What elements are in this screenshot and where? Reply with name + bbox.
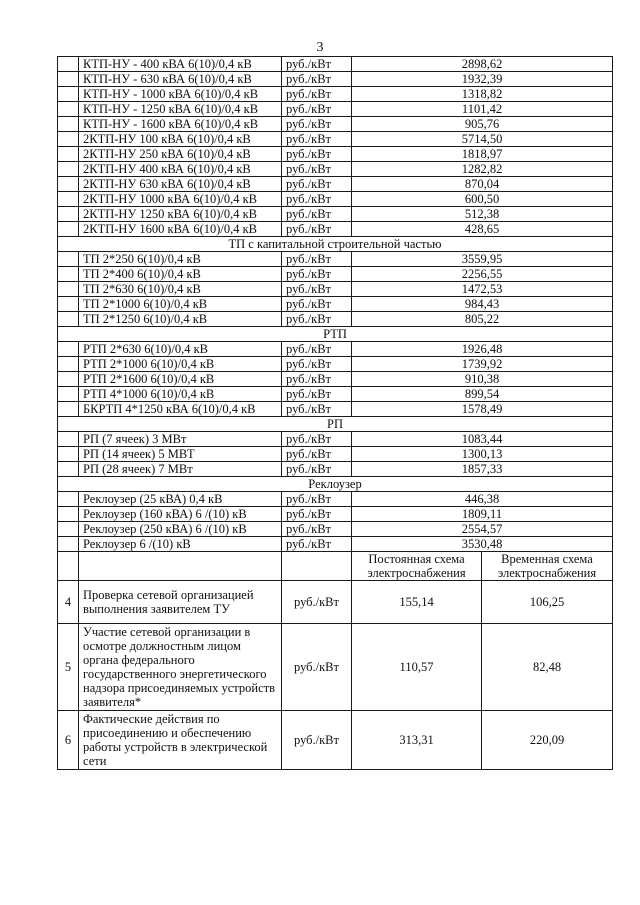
row-value-cell: 1857,33 xyxy=(352,462,613,477)
row-number-cell xyxy=(58,87,79,102)
row-unit-cell: руб./кВт xyxy=(282,357,352,372)
row-unit-cell: руб./кВт xyxy=(282,372,352,387)
row-value-cell: 600,50 xyxy=(352,192,613,207)
row-name-cell: КТП-НУ - 400 кВА 6(10)/0,4 кВ xyxy=(79,57,282,72)
row-unit-cell: руб./кВт xyxy=(282,522,352,537)
row-number-cell xyxy=(58,342,79,357)
row-name-cell: ТП 2*630 6(10)/0,4 кВ xyxy=(79,282,282,297)
row-unit-cell: руб./кВт xyxy=(282,282,352,297)
item-number: 6 xyxy=(58,711,79,770)
item-temporary-value: 220,09 xyxy=(482,711,613,770)
row-unit-cell: руб./кВт xyxy=(282,72,352,87)
row-unit-cell: руб./кВт xyxy=(282,162,352,177)
page-number: 3 xyxy=(316,40,324,55)
row-value-cell: 2554,57 xyxy=(352,522,613,537)
row-value-cell: 3559,95 xyxy=(352,252,613,267)
row-unit-cell: руб./кВт xyxy=(282,207,352,222)
row-name-cell: ТП 2*1250 6(10)/0,4 кВ xyxy=(79,312,282,327)
table-row xyxy=(58,57,613,72)
row-number-cell xyxy=(58,177,79,192)
table-row xyxy=(58,87,613,102)
section-header-row xyxy=(58,327,613,342)
row-name-cell: КТП-НУ - 1250 кВА 6(10)/0,4 кВ xyxy=(79,102,282,117)
row-value-cell: 1282,82 xyxy=(352,162,613,177)
row-unit-cell: руб./кВт xyxy=(282,537,352,552)
row-unit-cell: руб./кВт xyxy=(282,402,352,417)
row-name-cell: РТП 2*630 6(10)/0,4 кВ xyxy=(79,342,282,357)
row-value-cell: 2256,55 xyxy=(352,267,613,282)
row-number-cell xyxy=(58,192,79,207)
row-unit-cell: руб./кВт xyxy=(282,102,352,117)
row-number-cell xyxy=(58,492,79,507)
row-unit-cell: руб./кВт xyxy=(282,297,352,312)
item-unit: руб./кВт xyxy=(282,711,352,770)
table-row xyxy=(58,177,613,192)
row-name-cell: РТП 2*1000 6(10)/0,4 кВ xyxy=(79,357,282,372)
row-value-cell: 899,54 xyxy=(352,387,613,402)
row-unit-cell: руб./кВт xyxy=(282,447,352,462)
row-name-cell: 2КТП-НУ 1250 кВА 6(10)/0,4 кВ xyxy=(79,207,282,222)
item-unit: руб./кВт xyxy=(282,581,352,624)
table-row xyxy=(58,507,613,522)
item-unit: руб./кВт xyxy=(282,624,352,711)
row-value-cell: 870,04 xyxy=(352,177,613,192)
table-row xyxy=(58,102,613,117)
service-item-row xyxy=(58,581,613,624)
item-number: 5 xyxy=(58,624,79,711)
row-unit-cell: руб./кВт xyxy=(282,432,352,447)
item-permanent-value: 155,14 xyxy=(352,581,482,624)
row-unit-cell: руб./кВт xyxy=(282,57,352,72)
row-name-cell: Реклоузер (25 кВА) 0,4 кВ xyxy=(79,492,282,507)
item-number: 4 xyxy=(58,581,79,624)
table-row xyxy=(58,192,613,207)
row-number-cell xyxy=(58,402,79,417)
row-value-cell: 905,76 xyxy=(352,117,613,132)
table-row xyxy=(58,357,613,372)
row-unit-cell: руб./кВт xyxy=(282,177,352,192)
split-header-row xyxy=(58,552,613,581)
row-value-cell: 428,65 xyxy=(352,222,613,237)
row-value-cell: 1932,39 xyxy=(352,72,613,87)
row-value-cell: 1578,49 xyxy=(352,402,613,417)
row-name-cell: 2КТП-НУ 1600 кВА 6(10)/0,4 кВ xyxy=(79,222,282,237)
item-name: Участие сетевой организации в осмотре должностным лицом органа федерального государственного энергетического надзора присоединяемых устройств заявителя* xyxy=(79,624,282,711)
table-row xyxy=(58,282,613,297)
row-number-cell xyxy=(58,462,79,477)
table-row xyxy=(58,267,613,282)
table-row xyxy=(58,312,613,327)
row-value-cell: 1809,11 xyxy=(352,507,613,522)
section-header-row xyxy=(58,477,613,492)
table-row xyxy=(58,342,613,357)
row-unit-cell: руб./кВт xyxy=(282,147,352,162)
table-row xyxy=(58,387,613,402)
header-temporary-scheme: Временная схема электроснабжения xyxy=(482,552,613,581)
row-value-cell: 446,38 xyxy=(352,492,613,507)
row-value-cell: 1926,48 xyxy=(352,342,613,357)
row-value-cell: 3530,48 xyxy=(352,537,613,552)
row-number-cell xyxy=(58,147,79,162)
table-row xyxy=(58,462,613,477)
row-number-cell xyxy=(58,162,79,177)
row-name-cell: 2КТП-НУ 400 кВА 6(10)/0,4 кВ xyxy=(79,162,282,177)
row-unit-cell: руб./кВт xyxy=(282,387,352,402)
row-unit-cell: руб./кВт xyxy=(282,507,352,522)
row-value-cell: 512,38 xyxy=(352,207,613,222)
row-value-cell: 1083,44 xyxy=(352,432,613,447)
row-number-cell xyxy=(58,312,79,327)
table-row xyxy=(58,522,613,537)
header-name-cell xyxy=(79,552,282,581)
row-name-cell: БКРТП 4*1250 кВА 6(10)/0,4 кВ xyxy=(79,402,282,417)
row-number-cell xyxy=(58,297,79,312)
row-name-cell: КТП-НУ - 1600 кВА 6(10)/0,4 кВ xyxy=(79,117,282,132)
row-number-cell xyxy=(58,447,79,462)
item-temporary-value: 82,48 xyxy=(482,624,613,711)
row-name-cell: РП (14 ячеек) 5 МВТ xyxy=(79,447,282,462)
section-title: ТП с капитальной строительной частью xyxy=(58,237,613,252)
row-unit-cell: руб./кВт xyxy=(282,492,352,507)
section-title: Реклоузер xyxy=(58,477,613,492)
row-value-cell: 2898,62 xyxy=(352,57,613,72)
table-row xyxy=(58,492,613,507)
row-name-cell: Реклоузер (250 кВА) 6 /(10) кВ xyxy=(79,522,282,537)
header-permanent-scheme: Постоянная схема электроснабжения xyxy=(352,552,482,581)
row-unit-cell: руб./кВт xyxy=(282,87,352,102)
row-name-cell: 2КТП-НУ 100 кВА 6(10)/0,4 кВ xyxy=(79,132,282,147)
row-unit-cell: руб./кВт xyxy=(282,267,352,282)
row-value-cell: 1818,97 xyxy=(352,147,613,162)
row-number-cell xyxy=(58,387,79,402)
row-value-cell: 984,43 xyxy=(352,297,613,312)
row-number-cell xyxy=(58,132,79,147)
row-number-cell xyxy=(58,57,79,72)
row-name-cell: КТП-НУ - 630 кВА 6(10)/0,4 кВ xyxy=(79,72,282,87)
table-row xyxy=(58,432,613,447)
row-value-cell: 805,22 xyxy=(352,312,613,327)
table-row xyxy=(58,147,613,162)
service-item-row xyxy=(58,711,613,770)
table-row xyxy=(58,372,613,387)
row-unit-cell: руб./кВт xyxy=(282,252,352,267)
item-temporary-value: 106,25 xyxy=(482,581,613,624)
table-row xyxy=(58,117,613,132)
row-number-cell xyxy=(58,252,79,267)
row-name-cell: 2КТП-НУ 250 кВА 6(10)/0,4 кВ xyxy=(79,147,282,162)
row-value-cell: 1300,13 xyxy=(352,447,613,462)
service-item-row xyxy=(58,624,613,711)
table-row xyxy=(58,132,613,147)
header-unit-cell xyxy=(282,552,352,581)
table-row xyxy=(58,252,613,267)
row-number-cell xyxy=(58,507,79,522)
row-unit-cell: руб./кВт xyxy=(282,312,352,327)
item-name: Проверка сетевой организацией выполнения заявителем ТУ xyxy=(79,581,282,624)
row-unit-cell: руб./кВт xyxy=(282,462,352,477)
item-permanent-value: 110,57 xyxy=(352,624,482,711)
row-name-cell: Реклоузер 6 /(10) кВ xyxy=(79,537,282,552)
table-row xyxy=(58,162,613,177)
tariff-table-body xyxy=(58,57,613,770)
row-number-cell xyxy=(58,117,79,132)
table-row xyxy=(58,447,613,462)
row-name-cell: КТП-НУ - 1000 кВА 6(10)/0,4 кВ xyxy=(79,87,282,102)
row-name-cell: ТП 2*400 6(10)/0,4 кВ xyxy=(79,267,282,282)
row-name-cell: РП (28 ячеек) 7 МВт xyxy=(79,462,282,477)
section-title: РТП xyxy=(58,327,613,342)
table-row xyxy=(58,207,613,222)
table-row xyxy=(58,297,613,312)
row-name-cell: РТП 2*1600 6(10)/0,4 кВ xyxy=(79,372,282,387)
row-number-cell xyxy=(58,357,79,372)
header-number-cell xyxy=(58,552,79,581)
row-value-cell: 910,38 xyxy=(352,372,613,387)
row-value-cell: 1101,42 xyxy=(352,102,613,117)
table-row xyxy=(58,222,613,237)
row-unit-cell: руб./кВт xyxy=(282,117,352,132)
row-value-cell: 1472,53 xyxy=(352,282,613,297)
row-name-cell: 2КТП-НУ 630 кВА 6(10)/0,4 кВ xyxy=(79,177,282,192)
table-row xyxy=(58,72,613,87)
row-number-cell xyxy=(58,267,79,282)
row-name-cell: РТП 4*1000 6(10)/0,4 кВ xyxy=(79,387,282,402)
row-unit-cell: руб./кВт xyxy=(282,132,352,147)
row-name-cell: ТП 2*250 6(10)/0,4 кВ xyxy=(79,252,282,267)
row-value-cell: 5714,50 xyxy=(352,132,613,147)
table-row xyxy=(58,537,613,552)
row-number-cell xyxy=(58,207,79,222)
row-unit-cell: руб./кВт xyxy=(282,192,352,207)
table-row xyxy=(58,402,613,417)
row-name-cell: Реклоузер (160 кВА) 6 /(10) кВ xyxy=(79,507,282,522)
row-name-cell: ТП 2*1000 6(10)/0,4 кВ xyxy=(79,297,282,312)
row-unit-cell: руб./кВт xyxy=(282,222,352,237)
row-value-cell: 1739,92 xyxy=(352,357,613,372)
row-name-cell: РП (7 ячеек) 3 МВт xyxy=(79,432,282,447)
row-number-cell xyxy=(58,522,79,537)
row-number-cell xyxy=(58,432,79,447)
tariff-table xyxy=(57,56,613,770)
row-number-cell xyxy=(58,282,79,297)
row-name-cell: 2КТП-НУ 1000 кВА 6(10)/0,4 кВ xyxy=(79,192,282,207)
row-number-cell xyxy=(58,222,79,237)
row-number-cell xyxy=(58,102,79,117)
item-name: Фактические действия по присоединению и обеспечению работы устройств в электрической сети xyxy=(79,711,282,770)
section-header-row xyxy=(58,417,613,432)
row-value-cell: 1318,82 xyxy=(352,87,613,102)
section-title: РП xyxy=(58,417,613,432)
row-unit-cell: руб./кВт xyxy=(282,342,352,357)
row-number-cell xyxy=(58,372,79,387)
section-header-row xyxy=(58,237,613,252)
row-number-cell xyxy=(58,537,79,552)
row-number-cell xyxy=(58,72,79,87)
item-permanent-value: 313,31 xyxy=(352,711,482,770)
